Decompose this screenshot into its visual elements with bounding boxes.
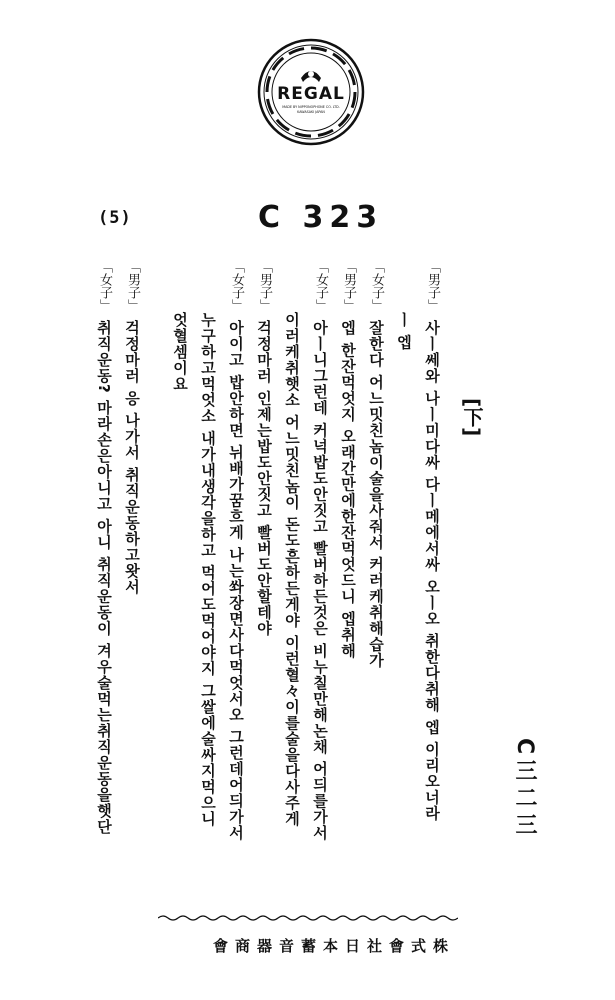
lyric-text: 걱정마러 응 나가서 취직운동하고왓서 <box>123 320 141 595</box>
speaker-label: 「女子」 <box>313 260 328 312</box>
speaker-label: 「女子」 <box>229 260 244 312</box>
lyric-line <box>284 260 299 920</box>
lyric-text: 잘한다 어느밋친놈이술을사줘서 커러케취해습가 <box>367 320 385 669</box>
regal-logo <box>257 38 365 146</box>
publisher-name: 株式會社日本蓄音器商會 <box>212 937 455 955</box>
speaker-label: 「女子」 <box>369 260 384 312</box>
speaker-label: 「男子」 <box>341 260 356 312</box>
lyric-line <box>368 260 383 920</box>
catalog-number-vertical: C三二三 <box>512 738 537 841</box>
lyric-text: 엡 한잔먹엇지 오래간만에한잔먹엇드니 엡취해 <box>339 320 357 659</box>
lyric-line <box>424 260 439 920</box>
lyrics-columns <box>80 260 470 920</box>
lyric-line <box>228 260 243 920</box>
page-number: (5) <box>98 208 132 228</box>
wavy-rule <box>158 914 458 922</box>
lyric-line <box>200 260 215 920</box>
speaker-label: 「男子」 <box>425 260 440 312</box>
lyric-text: 취직운동? 마라손은아니고 아니 취직운동이 겨우술먹는취직운동을햇단 <box>95 320 113 835</box>
lyric-text: 엇혈셈이요 <box>171 312 189 392</box>
speaker-label: 「女子」 <box>97 260 112 312</box>
lyric-text: 누구하고먹엇소 내가내생각을하고 먹어도먹어야지 그쌀에술싸지먹으니 <box>199 312 217 827</box>
lyric-line <box>396 260 411 920</box>
regal-logo-graphic <box>257 38 365 146</box>
lyric-text: 사ㅣ쎄와 나ㅣ미다싸 다ㅣ메에서싸 오ㅣ오 취한다취해 엡 이리오너라 <box>423 320 441 822</box>
logo-small-print-2: KAWASAKI JAPAN <box>297 110 325 114</box>
lyric-line <box>256 260 271 920</box>
lyric-line <box>172 260 187 920</box>
logo-small-print: MADE BY NIPPONOPHONE CO. LTD. <box>282 105 340 109</box>
lyric-text: 아이고 밥안하면 뉘배가꿈흐게 나는쏴장면사다먹엇서오 그런데어듸가서 <box>227 320 245 841</box>
lyric-text: 이러케취햇소 어느밋친놈이 돈도흔하든게야 이런혈々이를술을다사주게 <box>283 312 301 827</box>
speaker-label: 「男子」 <box>257 260 272 312</box>
speaker-label: 「男子」 <box>125 260 140 312</box>
lyric-line <box>340 260 355 920</box>
lyric-text: 걱정마러 인제는밥도안짓고 빨버도안할테야 <box>255 320 273 637</box>
lyric-text: ㅣ 엡 <box>395 312 413 351</box>
lyric-line <box>96 260 111 920</box>
lyric-line <box>124 260 139 920</box>
record-number: C 323 <box>258 200 384 235</box>
logo-brand-text: REGAL <box>277 84 345 104</box>
lyric-text: 아ㅣ니그런데 커넉밥도안짓고 빨버하든것은 비누칠만해논채 어듸를가서 <box>311 320 329 841</box>
lyric-line <box>312 260 327 920</box>
side-mark: [下] <box>460 398 484 437</box>
